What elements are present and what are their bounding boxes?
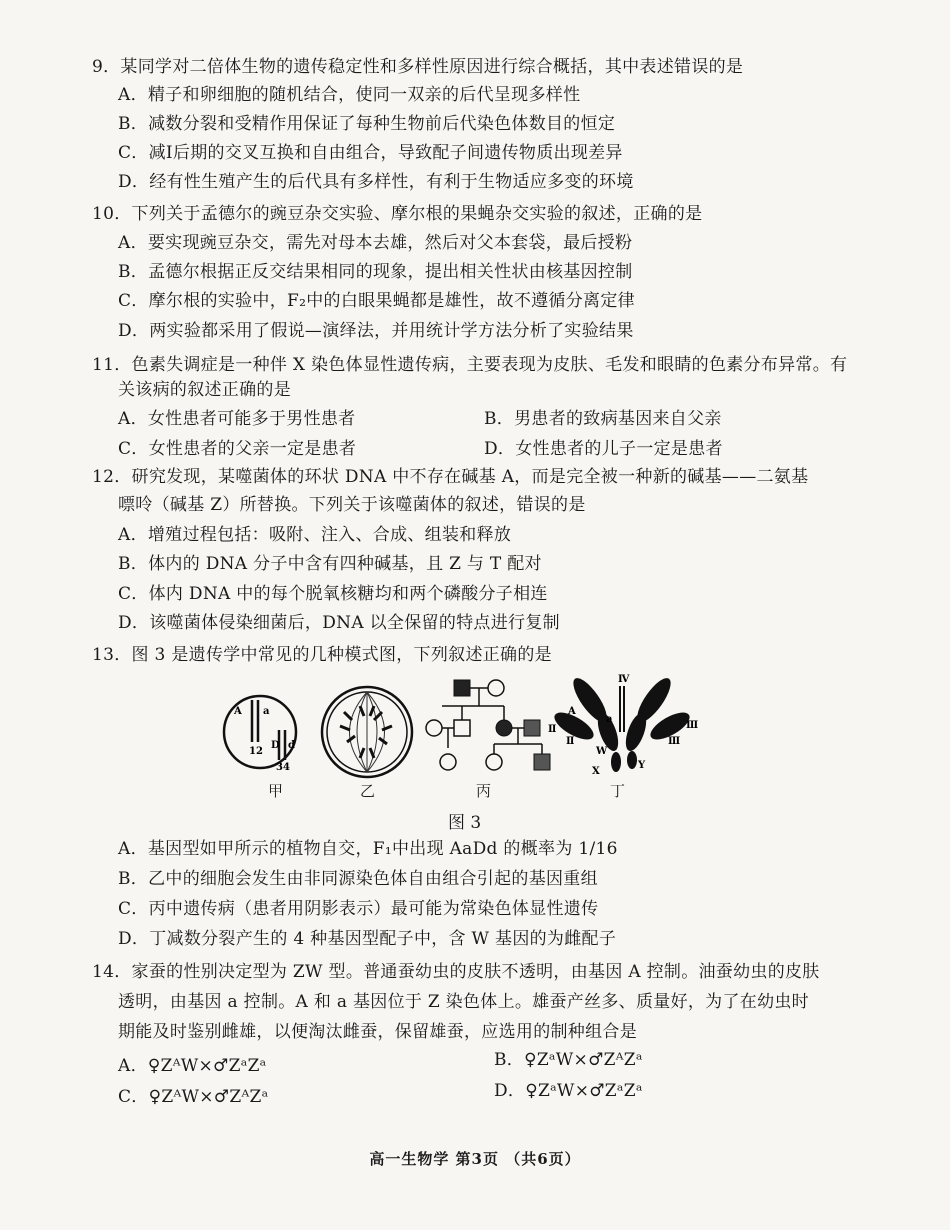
q9-option-d: D．经有性生殖产生的后代具有多样性，有利于生物适应多变的环境 [118, 172, 634, 192]
ding-label-A: A [568, 706, 576, 717]
q14-stem-line2: 透明，由基因 a 控制。A 和 a 基因位于 Z 染色体上。雄蚕产丝多、质量好，为了在幼虫时 [118, 992, 809, 1012]
q11-stem-line1: 11．色素失调症是一种伴 X 染色体显性遗传病，主要表现为皮肤、毛发和眼睛的色素分布异常。有 [92, 355, 848, 375]
q10-option-c: C．摩尔根的实验中，F₂中的白眼果蝇都是雄性，故不遵循分离定律 [118, 291, 635, 311]
jia-label-a: a [263, 706, 270, 717]
ding-label-X: X [592, 766, 600, 777]
q13-option-b: B．乙中的细胞会发生由非同源染色体自由组合引起的基因重组 [118, 869, 598, 889]
q10-stem: 10．下列关于孟德尔的豌豆杂交实验、摩尔根的果蝇杂交实验的叙述，正确的是 [92, 204, 703, 224]
q9-option-c: C．减Ⅰ后期的交叉互换和自由组合，导致配子间遗传物质出现差异 [118, 143, 623, 163]
ding-label-a: a [606, 714, 613, 725]
q10-option-a: A．要实现豌豆杂交，需先对母本去雄，然后对父本套袋，最后授粉 [118, 233, 633, 253]
q11-option-b: B．男患者的致病基因来自父亲 [484, 409, 722, 429]
figure-3 [222, 672, 702, 802]
fig-label-yi: 乙 [360, 782, 376, 800]
q13-option-d: D．丁减数分裂产生的 4 种基因型配子中，含 W 基因的为雌配子 [118, 929, 617, 949]
q14-stem-line3: 期能及时鉴别雌雄，以便淘汰雌蚕，保留雄蚕，应选用的制种组合是 [118, 1022, 637, 1042]
q14-option-d: D．♀ZᵃW×♂ZᵃZᵃ [494, 1081, 643, 1101]
figure-bing-pedigree [426, 680, 550, 770]
fig-label-bing: 丙 [476, 782, 492, 800]
fig-label-ding: 丁 [610, 782, 626, 800]
q9-stem: 9．某同学对二倍体生物的遗传稳定性和多样性原因进行综合概括，其中表述错误的是 [92, 57, 744, 77]
q11-option-a: A．女性患者可能多于男性患者 [118, 409, 356, 429]
jia-label-d: d [288, 740, 295, 751]
q12-option-b: B．体内的 DNA 分子中含有四种碱基，且 Z 与 T 配对 [118, 554, 542, 574]
ding-label-IV: Ⅳ [618, 674, 630, 685]
ding-label-II-left: Ⅱ [548, 724, 557, 735]
q10-option-d: D．两实验都采用了假说—演绎法，并用统计学方法分析了实验结果 [118, 321, 634, 341]
jia-label-12: 12 [249, 746, 263, 757]
q12-stem-line1: 12．研究发现，某噬菌体的环状 DNA 中不存在碱基 A，而是完全被一种新的碱基——二氨基 [92, 467, 809, 487]
fig-label-jia: 甲 [268, 782, 284, 800]
q12-option-c: C．体内 DNA 中的每个脱氧核糖均和两个磷酸分子相连 [118, 584, 548, 604]
ding-label-II-inner: Ⅱ [566, 736, 575, 747]
jia-label-A: A [234, 706, 242, 717]
figure-ding-chromosomes [548, 674, 698, 777]
q11-stem-line2: 关该病的叙述正确的是 [118, 380, 291, 400]
ding-label-III-right: Ⅲ [686, 720, 699, 731]
q13-stem: 13．图 3 是遗传学中常见的几种模式图，下列叙述正确的是 [92, 645, 552, 665]
figure-jia-cell [224, 696, 296, 773]
jia-label-34: 34 [276, 762, 290, 773]
q10-option-b: B．孟德尔根据正反交结果相同的现象，提出相关性状由核基因控制 [118, 262, 633, 282]
ding-label-W: W [596, 746, 608, 757]
ding-label-III-inner: Ⅲ [668, 736, 681, 747]
q14-option-a: A．♀ZᴬW×♂ZᵃZᵃ [118, 1056, 267, 1076]
q12-option-d: D．该噬菌体侵染细菌后，DNA 以全保留的特点进行复制 [118, 613, 560, 633]
q9-option-a: A．精子和卵细胞的随机结合，使同一双亲的后代呈现多样性 [118, 85, 581, 105]
q13-option-c: C．丙中遗传病（患者用阴影表示）最可能为常染色体显性遗传 [118, 899, 599, 919]
q12-option-a: A．增殖过程包括：吸附、注入、合成、组装和释放 [118, 525, 512, 545]
figure-yi-cell [322, 687, 412, 777]
q9-option-b: B．减数分裂和受精作用保证了每种生物前后代染色体数目的恒定 [118, 114, 616, 134]
q14-option-b: B．♀ZᵃW×♂ZᴬZᵃ [494, 1050, 643, 1070]
q11-option-c: C．女性患者的父亲一定是患者 [118, 439, 357, 459]
q12-stem-line2: 嘌呤（碱基 Z）所替换。下列关于该噬菌体的叙述，错误的是 [118, 495, 586, 515]
q14-option-c: C．♀ZᴬW×♂ZᴬZᵃ [118, 1087, 269, 1107]
figure-caption: 图 3 [448, 813, 482, 833]
page-footer: 高一生物学 第3页 （共6页） [369, 1150, 581, 1168]
q14-stem-line1: 14．家蚕的性别决定型为 ZW 型。普通蚕幼虫的皮肤不透明，由基因 A 控制。油蚕幼虫的皮肤 [92, 962, 820, 982]
jia-label-D: D [271, 740, 280, 751]
q11-option-d: D．女性患者的儿子一定是患者 [484, 439, 723, 459]
ding-label-Y: Y [638, 760, 646, 771]
q13-option-a: A．基因型如甲所示的植物自交，F₁中出现 AaDd 的概率为 1/16 [118, 839, 618, 859]
